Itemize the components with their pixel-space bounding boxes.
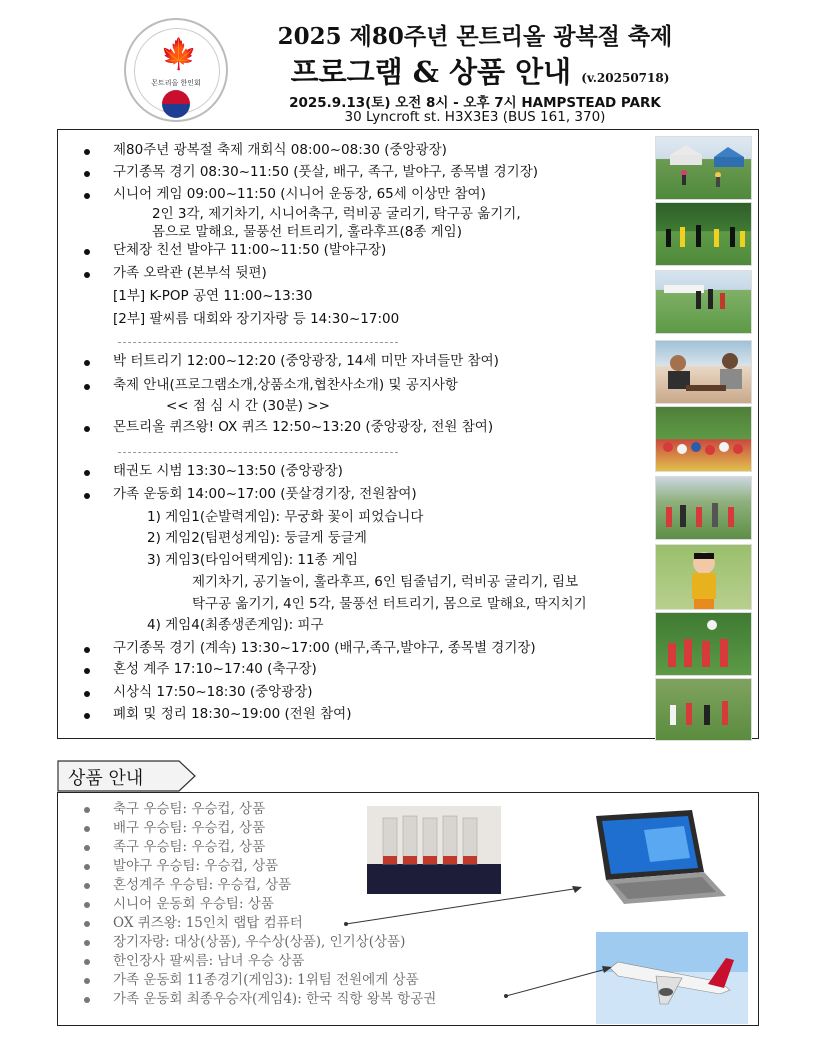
bullet-icon [84,902,90,908]
program-item: 시니어 게임 09:00~11:50 (시니어 운동장, 65세 이상만 참여) [113,186,486,202]
tents-photo-art [656,137,752,200]
bullet-icon [84,978,90,984]
taegeuk-icon [162,90,190,118]
prize-item: 족구 우승팀: 우승컵, 상품 [113,839,266,855]
program-item: 제80주년 광복절 축제 개회식 08:00~08:30 (중앙광장) [113,142,447,158]
program-item: 단체장 친선 발야구 11:00~11:50 (발야구장) [113,242,387,258]
logo-text: 몬트리올 한인회 [151,79,201,87]
bullet-icon [84,883,90,889]
program-item: 축제 안내(프로그램소개,상품소개,협찬사소개) 및 공지사항 [113,377,458,393]
date-location: 2025.9.13(토) 오전 8시 - 오후 7시 HAMPSTEAD PARK [289,95,661,111]
program-title-text: 프로그램 & 상품 안내 [290,55,572,89]
bullet-icon [84,997,90,1003]
program-item: 시상식 17:50~18:30 (중앙광장) [113,684,313,700]
prize-item: 한인장사 팔씨름: 남녀 우승 상품 [113,953,305,969]
family-sports-photo [655,476,752,540]
prize-item: 배구 우승팀: 우승컵, 상품 [113,820,266,836]
sports-game-photo [655,202,752,266]
bullet-icon [84,668,90,674]
program-item: 태권도 시범 13:30~13:50 (중앙광장) [113,463,343,479]
divider [118,452,398,453]
squid-game-doll-photo [655,544,752,610]
bullet-icon [84,384,90,390]
arm-wrestling-art [656,341,752,404]
lunch-break: << 점 심 시 간 (30분) >> [166,398,330,414]
arrow-to-airplane [500,962,620,1002]
program-subitem: 2인 3각, 제기차기, 시니어축구, 럭비공 굴리기, 탁구공 옮기기, [152,206,521,222]
association-logo [124,18,228,122]
program-title [250,50,710,91]
game-detail: 탁구공 옮기기, 4인 5각, 물풍선 터트리기, 몸으로 말해요, 딱지치기 [192,596,587,612]
kickball-photo-art [656,271,752,334]
opening-ceremony-photo [655,136,752,200]
game-item: 3) 게임3(타임어택게임): 11종 게임 [147,552,359,568]
version-label: (v.20250718) [581,71,670,85]
bullet-icon [84,193,90,199]
game-item: 1) 게임1(순발력게임): 무궁화 꽃이 피었습니다 [147,509,424,525]
divider [118,342,398,343]
bullet-icon [84,959,90,965]
program-item: 구기종목 경기 08:30~11:50 (풋살, 배구, 족구, 발야구, 종목별 경기장) [113,164,539,180]
prize-heading: 상품 안내 [68,768,144,789]
bullet-icon [84,360,90,366]
family-sports-art [656,477,752,540]
bullet-icon [84,171,90,177]
bullet-icon [84,921,90,927]
arm-wrestling-photo [655,340,752,404]
prize-item: 가족 운동회 최종우승자(게임4): 한국 직항 왕복 항공권 [113,991,437,1007]
bullet-icon [84,691,90,697]
maple-leaf-icon: 🍁 [160,37,198,72]
program-item: 가족 운동회 14:00~17:00 (풋살경기장, 전원참여) [113,486,417,502]
program-subitem: [2부] 팔씨름 대회와 장기자랑 등 14:30~17:00 [113,311,400,327]
bullet-icon [84,493,90,499]
prize-item: 발야구 우승팀: 우승컵, 상품 [113,858,279,874]
dodgeball-photo [655,612,752,676]
bullet-icon [84,426,90,432]
bullet-icon [84,864,90,870]
doll-art [656,545,752,610]
bullet-icon [84,826,90,832]
program-item: 박 터트리기 12:00~12:20 (중앙광장, 14세 미만 자녀들만 참여) [113,353,499,369]
bullet-icon [84,845,90,851]
arrow-to-laptop [340,880,590,930]
kickball-photo [655,270,752,334]
bullet-icon [84,713,90,719]
program-item: 구기종목 경기 (계속) 13:30~17:00 (배구,족구,발야구, 종목별 경기장) [113,640,536,656]
crowd-photo [655,406,752,472]
bullet-icon [84,940,90,946]
bullet-icon [84,807,90,813]
players-photo-art [656,203,752,266]
prize-item: 가족 운동회 11종경기(게임3): 1위팀 전원에게 상품 [113,972,419,988]
bullet-icon [84,249,90,255]
game-item: 2) 게임2(팀편성게임): 둥글게 둥글게 [147,530,367,546]
bullet-icon [84,647,90,653]
bullet-icon [84,272,90,278]
prize-item: OX 퀴즈왕: 15인치 랩탑 컴퓨터 [113,915,303,931]
program-subitem: [1부] K-POP 공연 11:00~13:30 [113,288,313,304]
bullet-icon [84,470,90,476]
relay-art [656,679,752,741]
laptop-image [584,808,730,906]
program-item: 폐회 및 정리 18:30~19:00 (전원 참여) [113,706,352,722]
prize-item: 혼성계주 우승팀: 우승컵, 상품 [113,877,292,893]
program-subitem: 몸으로 말해요, 물풍선 터트리기, 훌라후프(8종 게임) [152,224,462,240]
prize-item: 축구 우승팀: 우승컵, 상품 [113,801,266,817]
game-detail: 제기차기, 공기놀이, 훌라후프, 6인 팀줄넘기, 럭비공 굴리기, 림보 [192,574,579,590]
bullet-icon [84,149,90,155]
event-title: 2025 제80주년 몬트리올 광복절 축제 [277,23,673,50]
program-item: 몬트리올 퀴즈왕! OX 퀴즈 12:50~13:20 (중앙광장, 전원 참여) [113,419,494,435]
prize-item: 시니어 운동회 우승팀: 상품 [113,896,274,912]
program-item: 가족 오락관 (본부석 뒷편) [113,265,267,281]
prize-item: 장기자랑: 대상(상품), 우수상(상품), 인기상(상품) [113,934,406,950]
address: 30 Lyncroft st. H3X3E3 (BUS 161, 370) [344,109,606,125]
game-item: 4) 게임4(최종생존게임): 피구 [147,617,324,633]
program-item: 혼성 계주 17:10~17:40 (축구장) [113,661,317,677]
crowd-art [656,407,752,472]
relay-race-photo [655,678,752,741]
dodgeball-art [656,613,752,676]
